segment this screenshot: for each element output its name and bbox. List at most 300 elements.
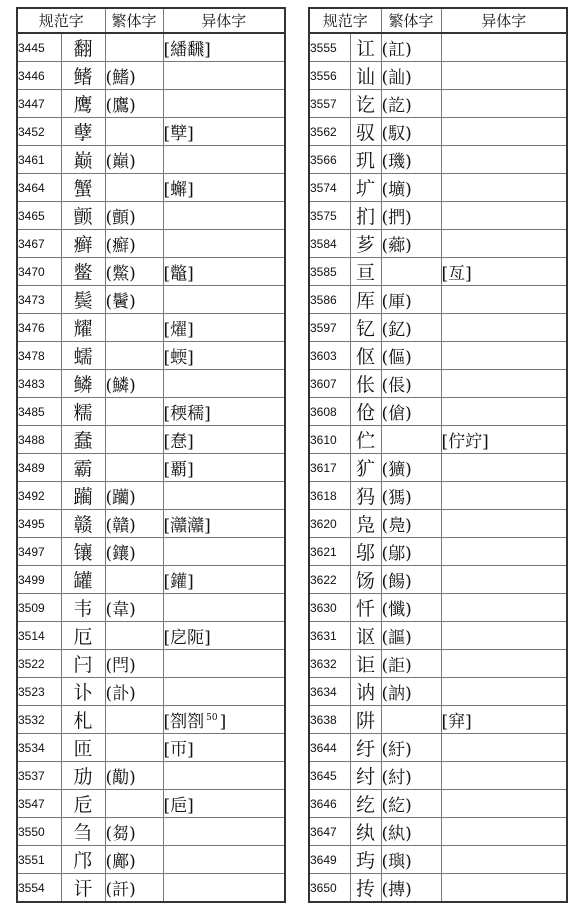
entry-number: 3446 [17, 62, 61, 90]
variant-char: [灨灨] [163, 510, 285, 538]
entry-number: 3523 [17, 678, 61, 706]
variant-char [163, 846, 285, 874]
traditional-char: (韋) [105, 594, 163, 622]
traditional-char: (鄺) [105, 846, 163, 874]
variant-char-header: 异体字 [163, 8, 285, 33]
standard-char: 纣 [350, 762, 381, 790]
header-row [17, 8, 285, 33]
table-row [309, 118, 567, 146]
table-row [309, 258, 567, 286]
entry-number: 3495 [17, 510, 61, 538]
header-row [309, 8, 567, 33]
standard-char: 鬓 [61, 286, 105, 314]
table-row [17, 734, 285, 762]
entry-number: 3488 [17, 426, 61, 454]
table-row [309, 594, 567, 622]
standard-char: 讫 [350, 90, 381, 118]
table-row [309, 33, 567, 62]
table-row [17, 398, 285, 426]
variant-char [163, 202, 285, 230]
standard-char: 伛 [350, 342, 381, 370]
table-row [17, 678, 285, 706]
traditional-char: (訐) [105, 874, 163, 903]
variant-char [163, 146, 285, 174]
table-row [309, 762, 567, 790]
variant-char [441, 594, 567, 622]
variant-char [163, 678, 285, 706]
table-row [309, 314, 567, 342]
variant-char: [蠏] [163, 174, 285, 202]
traditional-char: (釔) [381, 314, 441, 342]
entry-number: 3634 [309, 678, 350, 706]
variant-char: [覇] [163, 454, 285, 482]
traditional-char: (倀) [381, 370, 441, 398]
standard-char: 赣 [61, 510, 105, 538]
traditional-char [105, 314, 163, 342]
table-row [309, 454, 567, 482]
variant-char: [穽] [441, 706, 567, 734]
traditional-char: (訃) [105, 678, 163, 706]
entry-number: 3630 [309, 594, 350, 622]
table-row [309, 202, 567, 230]
standard-char: 邬 [350, 538, 381, 566]
standard-char: 讴 [350, 622, 381, 650]
traditional-char: (贛) [105, 510, 163, 538]
standard-char: 钇 [350, 314, 381, 342]
entry-number: 3476 [17, 314, 61, 342]
standard-char: 癣 [61, 230, 105, 258]
standard-char: 罐 [61, 566, 105, 594]
standard-char: 抟 [350, 874, 381, 903]
standard-char: 讪 [350, 62, 381, 90]
standard-char: 巅 [61, 146, 105, 174]
entry-number: 3550 [17, 818, 61, 846]
traditional-char [105, 706, 163, 734]
standard-char: 躏 [61, 482, 105, 510]
traditional-char: (顫) [105, 202, 163, 230]
standard-char-header: 规范字 [309, 8, 381, 33]
traditional-char: (芻) [105, 818, 163, 846]
table-row [17, 566, 285, 594]
traditional-char: (傴) [381, 342, 441, 370]
table-row [309, 398, 567, 426]
traditional-char: (癬) [105, 230, 163, 258]
entry-number: 3447 [17, 90, 61, 118]
entry-number: 3644 [309, 734, 350, 762]
entry-number: 3492 [17, 482, 61, 510]
standard-char: 颤 [61, 202, 105, 230]
entry-number: 3608 [309, 398, 350, 426]
traditional-char: (餳) [381, 566, 441, 594]
standard-char: 蟹 [61, 174, 105, 202]
standard-char: 芗 [350, 230, 381, 258]
table-row [309, 706, 567, 734]
standard-char: 纥 [350, 790, 381, 818]
standard-char: 凫 [350, 510, 381, 538]
variant-char [163, 762, 285, 790]
entry-number: 3489 [17, 454, 61, 482]
standard-char: 讵 [350, 650, 381, 678]
entry-number: 3514 [17, 622, 61, 650]
traditional-char: (獷) [381, 454, 441, 482]
traditional-char-header: 繁体字 [105, 8, 163, 33]
left-character-table [16, 7, 286, 903]
table-row [17, 510, 285, 538]
variant-char [441, 33, 567, 62]
entry-number: 3584 [309, 230, 350, 258]
table-row [309, 286, 567, 314]
traditional-char: (懺) [381, 594, 441, 622]
standard-char: 鳞 [61, 370, 105, 398]
variant-char [441, 566, 567, 594]
variant-char [163, 230, 285, 258]
standard-char: 饧 [350, 566, 381, 594]
variant-char [441, 370, 567, 398]
standard-char: 纡 [350, 734, 381, 762]
standard-char: 阱 [350, 706, 381, 734]
variant-char: [燿] [163, 314, 285, 342]
table-row [17, 538, 285, 566]
standard-char: 厄 [61, 622, 105, 650]
entry-number: 3610 [309, 426, 350, 454]
table-row [17, 846, 285, 874]
variant-char: [帀] [163, 734, 285, 762]
variant-char [441, 818, 567, 846]
table-row [309, 62, 567, 90]
entry-number: 3470 [17, 258, 61, 286]
table-row [17, 230, 285, 258]
traditional-char [105, 454, 163, 482]
standard-char: 伥 [350, 370, 381, 398]
traditional-char: (勱) [105, 762, 163, 790]
variant-char [441, 342, 567, 370]
entry-number: 3632 [309, 650, 350, 678]
table-row [309, 482, 567, 510]
entry-number: 3562 [309, 118, 350, 146]
table-row [17, 622, 285, 650]
entry-number: 3638 [309, 706, 350, 734]
standard-char: 孽 [61, 118, 105, 146]
variant-char [441, 314, 567, 342]
variant-char [441, 510, 567, 538]
table-row [17, 482, 285, 510]
traditional-char: (馭) [381, 118, 441, 146]
variant-char: [孼] [163, 118, 285, 146]
table-row [309, 622, 567, 650]
entry-number: 3445 [17, 33, 61, 62]
traditional-char [105, 622, 163, 650]
variant-char: [惷] [163, 426, 285, 454]
entry-number: 3452 [17, 118, 61, 146]
standard-char: 卮 [61, 790, 105, 818]
variant-char: [巵] [163, 790, 285, 818]
variant-char [441, 650, 567, 678]
variant-char [163, 874, 285, 903]
table-row [17, 286, 285, 314]
variant-char: [亙] [441, 258, 567, 286]
standard-char: 鳍 [61, 62, 105, 90]
traditional-char: (鄔) [381, 538, 441, 566]
entry-number: 3522 [17, 650, 61, 678]
entry-number: 3575 [309, 202, 350, 230]
variant-char [441, 846, 567, 874]
standard-char: 忏 [350, 594, 381, 622]
entry-number: 3467 [17, 230, 61, 258]
standard-char: 耀 [61, 314, 105, 342]
table-row [309, 874, 567, 903]
standard-char: 玙 [350, 846, 381, 874]
table-row [309, 370, 567, 398]
variant-char [441, 622, 567, 650]
traditional-char: (鰭) [105, 62, 163, 90]
standard-char: 厍 [350, 286, 381, 314]
standard-char: 驭 [350, 118, 381, 146]
entry-number: 3547 [17, 790, 61, 818]
variant-char [163, 370, 285, 398]
standard-char: 韦 [61, 594, 105, 622]
table-row [309, 426, 567, 454]
entry-number: 3554 [17, 874, 61, 903]
entry-number: 3532 [17, 706, 61, 734]
variant-char [441, 482, 567, 510]
variant-char: [蝡] [163, 342, 285, 370]
standard-char: 匝 [61, 734, 105, 762]
traditional-char [105, 426, 163, 454]
standard-char: 邝 [61, 846, 105, 874]
entry-number: 3631 [309, 622, 350, 650]
variant-char [441, 286, 567, 314]
traditional-char: (鱉) [105, 258, 163, 286]
variant-char [441, 874, 567, 903]
standard-char: 霸 [61, 454, 105, 482]
variant-char-text: [劄劄 [163, 712, 205, 732]
variant-char-bracket: ] [219, 712, 227, 732]
traditional-char: (訖) [381, 90, 441, 118]
variant-char [163, 818, 285, 846]
standard-char: 犷 [350, 454, 381, 482]
table-row [309, 510, 567, 538]
entry-number: 3650 [309, 874, 350, 903]
table-row [17, 342, 285, 370]
traditional-char [105, 398, 163, 426]
variant-char [163, 650, 285, 678]
traditional-char: (紂) [381, 762, 441, 790]
standard-char: 鳖 [61, 258, 105, 286]
traditional-char: (訥) [381, 678, 441, 706]
standard-char: 鹰 [61, 90, 105, 118]
standard-char: 闩 [61, 650, 105, 678]
table-row [309, 734, 567, 762]
standard-char: 蠢 [61, 426, 105, 454]
variant-char [163, 286, 285, 314]
table-row [17, 202, 285, 230]
standard-char: 镶 [61, 538, 105, 566]
standard-char: 伧 [350, 398, 381, 426]
traditional-char [105, 790, 163, 818]
entry-number: 3461 [17, 146, 61, 174]
standard-char: 糯 [61, 398, 105, 426]
table-row [309, 342, 567, 370]
variant-char [441, 230, 567, 258]
entry-number: 3585 [309, 258, 350, 286]
variant-char [163, 90, 285, 118]
standard-char: 圹 [350, 174, 381, 202]
variant-char [441, 538, 567, 566]
traditional-char: (詎) [381, 650, 441, 678]
traditional-char: (訌) [381, 33, 441, 62]
variant-char [163, 62, 285, 90]
table-row [17, 33, 285, 62]
variant-char: [鑵] [163, 566, 285, 594]
table-row [17, 818, 285, 846]
standard-char: 翻 [61, 33, 105, 62]
table-row [309, 174, 567, 202]
traditional-char-header: 繁体字 [381, 8, 441, 33]
traditional-char: (璣) [381, 146, 441, 174]
table-row [309, 846, 567, 874]
variant-char [163, 538, 285, 566]
table-row [17, 790, 285, 818]
traditional-char: (紈) [381, 818, 441, 846]
traditional-char: (薌) [381, 230, 441, 258]
variant-char [441, 454, 567, 482]
traditional-char: (巔) [105, 146, 163, 174]
standard-char: 讧 [350, 33, 381, 62]
traditional-char: (壙) [381, 174, 441, 202]
right-character-table [308, 7, 568, 903]
table-row [309, 538, 567, 566]
traditional-char [105, 342, 163, 370]
table-row [17, 90, 285, 118]
entry-number: 3464 [17, 174, 61, 202]
traditional-char: (紇) [381, 790, 441, 818]
traditional-char: (鬢) [105, 286, 163, 314]
variant-char: [鼈] [163, 258, 285, 286]
entry-number: 3497 [17, 538, 61, 566]
traditional-char: (厙) [381, 286, 441, 314]
standard-char: 纨 [350, 818, 381, 846]
variant-char [163, 482, 285, 510]
entry-number: 3607 [309, 370, 350, 398]
table-row [17, 706, 285, 734]
entry-number: 3555 [309, 33, 350, 62]
variant-char [441, 174, 567, 202]
table-row [17, 454, 285, 482]
table-row [309, 818, 567, 846]
traditional-char [381, 426, 441, 454]
traditional-char: (訕) [381, 62, 441, 90]
table-row [17, 874, 285, 903]
traditional-char: (紆) [381, 734, 441, 762]
table-row [17, 762, 285, 790]
standard-char: 亘 [350, 258, 381, 286]
variant-char [441, 734, 567, 762]
entry-number: 3574 [309, 174, 350, 202]
traditional-char: (鱗) [105, 370, 163, 398]
traditional-char: (鷹) [105, 90, 163, 118]
traditional-char [381, 258, 441, 286]
variant-char-header: 异体字 [441, 8, 567, 33]
table-row [17, 174, 285, 202]
variant-char [441, 762, 567, 790]
entry-number: 3647 [309, 818, 350, 846]
standard-char: 犸 [350, 482, 381, 510]
standard-char: 讦 [61, 874, 105, 903]
table-row [17, 62, 285, 90]
traditional-char: (捫) [381, 202, 441, 230]
standard-char: 劢 [61, 762, 105, 790]
traditional-char: (閂) [105, 650, 163, 678]
table-row [17, 650, 285, 678]
variant-char [441, 146, 567, 174]
variant-char [441, 62, 567, 90]
entry-number: 3557 [309, 90, 350, 118]
variant-char [441, 202, 567, 230]
entry-number: 3509 [17, 594, 61, 622]
variant-char: [稬穤] [163, 398, 285, 426]
entry-number: 3534 [17, 734, 61, 762]
traditional-char: (獁) [381, 482, 441, 510]
table-row [17, 146, 285, 174]
table-row [309, 230, 567, 258]
standard-char-header: 规范字 [17, 8, 105, 33]
standard-char: 讣 [61, 678, 105, 706]
entry-number: 3618 [309, 482, 350, 510]
traditional-char: (鑲) [105, 538, 163, 566]
entry-number: 3622 [309, 566, 350, 594]
traditional-char: (璵) [381, 846, 441, 874]
traditional-char: (躪) [105, 482, 163, 510]
entry-number: 3646 [309, 790, 350, 818]
entry-number: 3499 [17, 566, 61, 594]
entry-number: 3620 [309, 510, 350, 538]
standard-char: 扪 [350, 202, 381, 230]
standard-char: 札 [61, 706, 105, 734]
table-row [309, 650, 567, 678]
variant-char [441, 90, 567, 118]
traditional-char [105, 734, 163, 762]
traditional-char [105, 118, 163, 146]
entry-number: 3597 [309, 314, 350, 342]
table-row [17, 426, 285, 454]
table-row [309, 566, 567, 594]
traditional-char: (謳) [381, 622, 441, 650]
entry-number: 3556 [309, 62, 350, 90]
table-row [309, 90, 567, 118]
variant-char [441, 118, 567, 146]
entry-number: 3603 [309, 342, 350, 370]
entry-number: 3465 [17, 202, 61, 230]
entry-number: 3645 [309, 762, 350, 790]
entry-number: 3473 [17, 286, 61, 314]
variant-char: [繙飜] [163, 33, 285, 62]
traditional-char: (鳧) [381, 510, 441, 538]
entry-number: 3566 [309, 146, 350, 174]
traditional-char [381, 706, 441, 734]
entry-number: 3621 [309, 538, 350, 566]
standard-char: 蠕 [61, 342, 105, 370]
traditional-char [105, 33, 163, 62]
entry-number: 3537 [17, 762, 61, 790]
variant-char [163, 594, 285, 622]
standard-char: 玑 [350, 146, 381, 174]
entry-number: 3485 [17, 398, 61, 426]
table-row [309, 146, 567, 174]
variant-char [441, 678, 567, 706]
variant-char [163, 706, 285, 734]
traditional-char: (傖) [381, 398, 441, 426]
footnote-marker: 50 [206, 713, 218, 724]
